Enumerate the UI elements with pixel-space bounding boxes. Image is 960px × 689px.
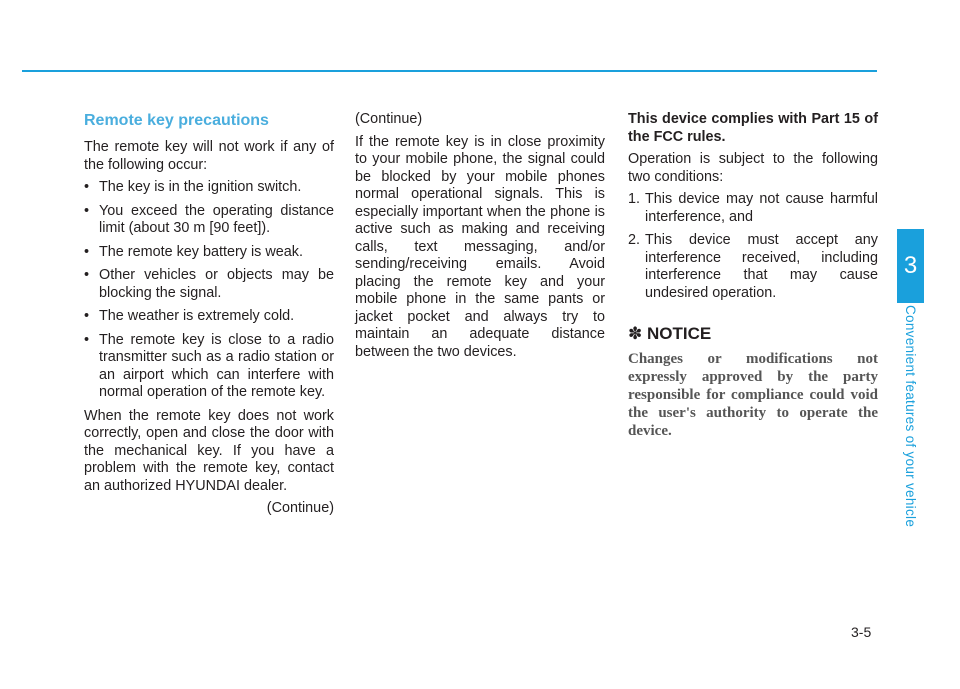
intro-paragraph: The remote key will not work if any of the following occur: [84,139,334,173]
list-item: 2. This device must accept any interference received, including interference that may cause undesired operation. [628,232,878,301]
outro-paragraph: When the remote key does not work correctly, open and close the door with the mechanical key. If you have a problem with the remote key, contact an authorized HYUNDAI dealer. [84,407,334,494]
bullet-symbol: • [84,267,90,283]
list-item: • The remote key is close to a radio transmitter such as a radio station or an airport which can interfere with normal operation of the remote key. [84,331,334,400]
continue-label: (Continue) [266,500,334,516]
bullet-symbol: • [84,179,90,195]
notice-icon: ✽ [628,324,643,343]
list-item: • The remote key battery is weak. [84,243,303,260]
bullet-symbol: • [84,243,90,260]
header-rule [22,70,877,72]
page-number: 3-5 [851,624,872,640]
bullet-symbol: • [84,331,90,348]
bullet-symbol: • [84,202,90,219]
proximity-paragraph: If the remote key is in close proximity to your mobile phone, the signal could be blocked by your mobile phones normal operational signals. This is especially important when the phone is active such as making and receiving calls, text messaging, and/or sending/receiving emails. Avoid placing the remote key and your mobile phone in the same pants or jacket pocket and always try to maintain an adequate distance between the two devices. [355,133,605,360]
list-item: 1. This device may not cause harmful interference, and [628,191,878,225]
conditions-list [628,191,878,302]
list-item: • The key is in the ignition switch. [84,179,302,195]
fcc-compliance-statement: This device complies with Part 15 of the FCC rules. [628,111,878,145]
list-item: • The weather is extremely cold. [84,308,295,324]
column-remote-key-precautions [84,111,334,523]
chapter-number-tab: 3 [897,229,924,303]
continue-label: (Continue) [355,111,423,127]
list-item: • Other vehicles or objects may be blocking the signal. [84,267,334,301]
list-item: • You exceed the operating distance limit (about 30 m [90 feet]). [84,202,334,236]
column-continued [355,111,605,366]
chapter-title: Convenient features of your vehicle [903,305,918,528]
precaution-list [84,179,334,402]
column-fcc [628,111,878,445]
notice-heading: ✽ NOTICE [628,324,712,343]
section-heading: Remote key precautions [84,112,269,129]
conditions-intro: Operation is subject to the following two conditions: [628,151,878,185]
bullet-symbol: • [84,308,90,324]
notice-body: Changes or modifications not expressly approved by the party responsible for compliance could void the user's authority to operate the device. [628,351,878,439]
